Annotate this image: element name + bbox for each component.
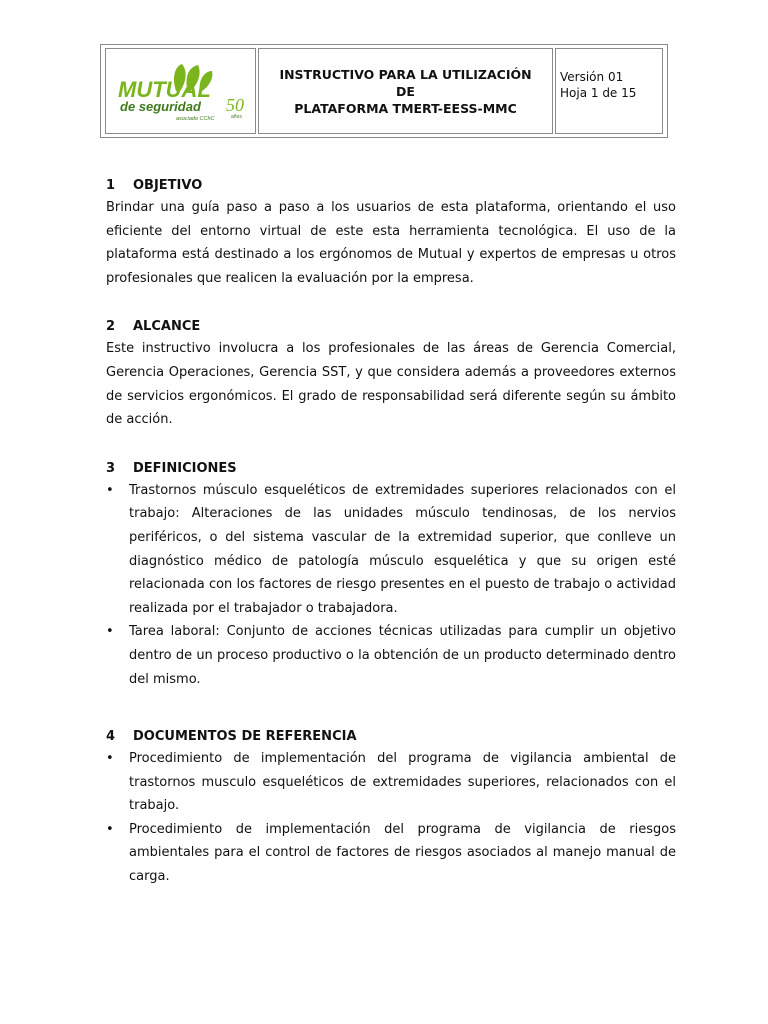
list-item — [106, 620, 676, 691]
bullet-icon: • — [106, 482, 114, 498]
section-number: 3 — [106, 460, 116, 476]
bullet-icon: • — [106, 821, 114, 837]
logo-affiliation: asociado CChC — [176, 116, 215, 122]
list-item-text: Trastornos músculo esqueléticos de extremidades superiores relacionados con el trabajo: Alteraciones de las unidades músculo tendinosas, de los nervios periféricos, o del sistema vascular de la extremidad superior, que conlleve un diagnóstico médico de patología músculo esquelética y que su origen esté relacionada con los factores de riesgo presentes en el puesto de trabajo o actividad realizada por el trabajador o trabajadora. — [129, 482, 676, 616]
section-paragraph: Este instructivo involucra a los profesionales de las áreas de Gerencia Comercial, Gerencia Operaciones, Gerencia SST, y que considera además a proveedores externos de servicios ergonómicos. El grado de responsabilidad será diferente según su ámbito de acción. — [106, 341, 676, 428]
section-title: DEFINICIONES — [133, 460, 237, 476]
section-number: 2 — [106, 319, 116, 335]
mutual-logo — [110, 61, 250, 127]
document-title-line2: PLATAFORMA TMERT-EESS-MMC — [294, 100, 517, 116]
logo-anniversary: 50 — [226, 95, 244, 115]
bullet-icon: • — [106, 751, 114, 767]
section-title: ALCANCE — [133, 319, 201, 335]
section-heading — [106, 317, 676, 337]
list-item — [106, 818, 676, 889]
section-heading — [106, 459, 676, 479]
logo-brand: MUTUAL — [118, 77, 211, 102]
section-number: 4 — [106, 729, 116, 745]
logo-tagline: de seguridad — [120, 99, 201, 114]
list-item-text: Tarea laboral: Conjunto de acciones técnicas utilizadas para cumplir un objetivo dentro de un proceso productivo o la obtención de un producto determinado dentro del mismo. — [129, 624, 676, 687]
document-header — [100, 44, 668, 138]
title-cell — [258, 48, 553, 134]
document-title-line1: INSTRUCTIVO PARA LA UTILIZACIÓN DE — [279, 66, 532, 99]
section-heading — [106, 727, 676, 747]
section-heading — [106, 176, 676, 196]
section-title: DOCUMENTOS DE REFERENCIA — [133, 729, 357, 745]
list-item — [106, 479, 676, 621]
logo-cell — [105, 48, 256, 134]
document-version: Versión 01 — [560, 70, 624, 84]
meta-cell — [555, 48, 663, 134]
references-list — [106, 747, 676, 889]
list-item-text: Procedimiento de implementación del programa de vigilancia de riesgos ambientales para el control de factores de riesgos asociados al manejo manual de carga. — [129, 821, 676, 885]
document-page: Hoja 1 de 15 — [560, 86, 637, 100]
section-title: OBJETIVO — [133, 178, 203, 193]
section-number: 1 — [106, 178, 116, 193]
section-paragraph: Brindar una guía paso a paso a los usuarios de esta plataforma, orientando el uso eficiente del entorno virtual de este esta herramienta tecnológica. El uso de la plataforma está destinado a los ergónomos de Mutual y expertos de empresas u otros profesionales que realicen la evaluación por la empresa. — [106, 200, 676, 286]
document-body — [106, 176, 676, 889]
logo-anniversary-sub: años — [231, 114, 242, 120]
list-item — [106, 747, 676, 818]
definitions-list — [106, 479, 676, 691]
list-item-text: Procedimiento de implementación del programa de vigilancia ambiental de trastornos musculo esqueléticos de extremidades superiores, relacionados con el trabajo. — [129, 751, 676, 814]
bullet-icon: • — [106, 624, 114, 640]
